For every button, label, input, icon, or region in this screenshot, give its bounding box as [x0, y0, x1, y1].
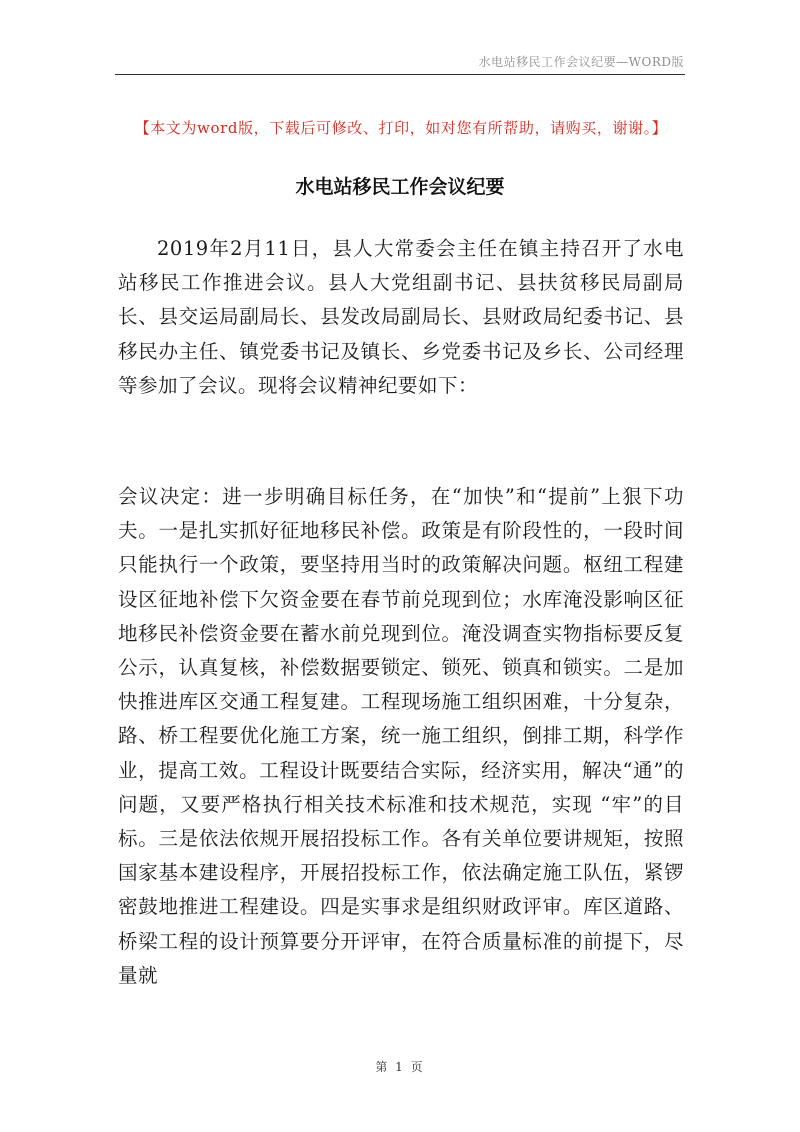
body-paragraph-decisions: 会议决定：进一步明确目标任务，在“加快”和“提前”上狠下功夫。一是扎实抓好征地移民补偿。政策是有阶段性的，一段时间只能执行一个政策，要坚持用当时的政策解决问题。枢纽工程建设区征地补偿下欠资金要在春节前兑现到位；水库淹没影响区征地移民补偿资金要在蓄水前兑现到位。淹没调查实物指标要反复公示，认真复核，补偿数据要锁定、锁死、锁真和锁实。二是加快推进库区交通工程复建。工程现场施工组织困难，十分复杂，路、桥工程要优化施工方案，统一施工组织，倒排工期，科学作业，提高工效。工程设计既要结合实际，经济实用，解决“通”的问题，又要严格执行相关技术标准和技术规范，实现 “牢”的目标。三是依法依规开展招投标工作。各有关单位要讲规矩，按照国家基本建设程序，开展招投标工作，依法确定施工队伍，紧锣密鼓地推进工程建设。四是实事求是组织财政评审。库区道路、桥梁工程的设计预算要分开评审，在符合质量标准的前提下，尽量就	[118, 485, 684, 987]
page-number: 第 1 页	[375, 1060, 425, 1074]
header-divider	[115, 74, 685, 75]
document-title: 水电站移民工作会议纪要	[295, 176, 505, 198]
purchase-notice: 【本文为word版，下载后可修改、打印，如对您有所帮助，请购买，谢谢。】	[134, 119, 668, 137]
running-title: 水电站移民工作会议纪要—WORD版	[478, 55, 684, 69]
body-paragraph-intro: 2019年2月11日，县人大常委会主任在镇主持召开了水电站移民工作推进会议。县人大党组副书记、县扶贫移民局副局长、县交运局副局长、县发改局副局长、县财政局纪委书记、县移民办主任、镇党委书记及镇长、乡党委书记及乡长、公司经理等参加了会议。现将会议精神纪要如下：	[118, 237, 684, 397]
